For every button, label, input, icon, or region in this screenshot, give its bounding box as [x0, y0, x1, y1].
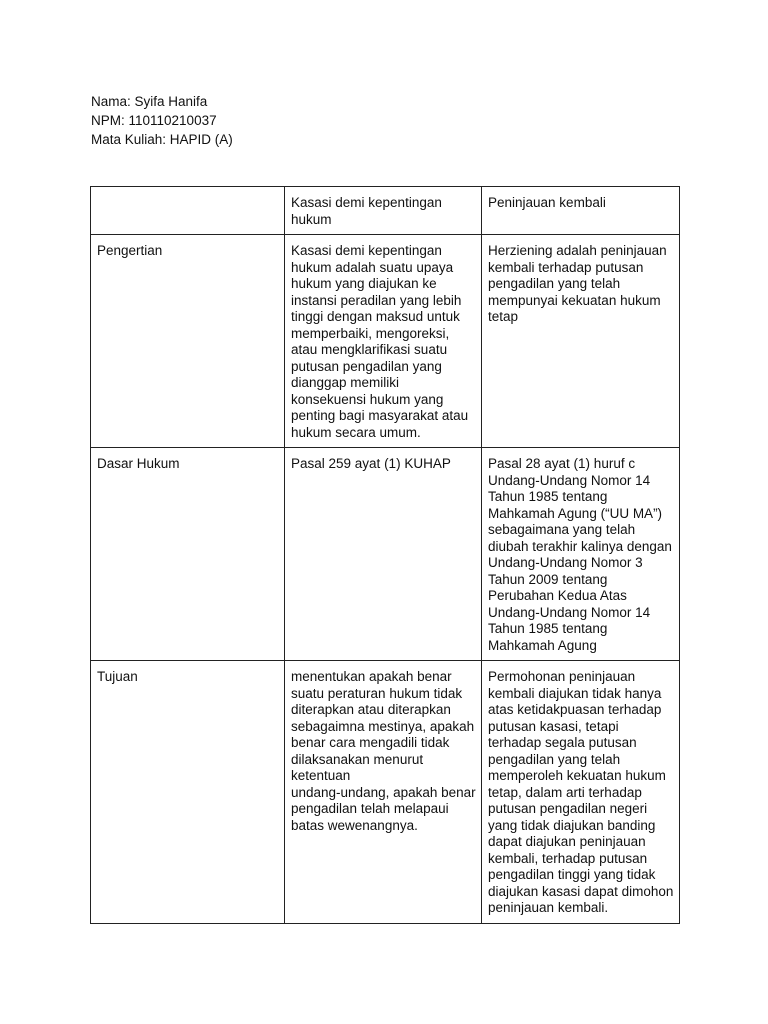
row-label-pengertian: Pengertian	[91, 235, 285, 448]
header-cell-kasasi: Kasasi demi kepentingan hukum	[285, 187, 482, 235]
header-cell-peninjauan: Peninjauan kembali	[482, 187, 680, 235]
comparison-table	[90, 186, 680, 924]
table-header-row	[91, 187, 680, 235]
student-info	[91, 92, 233, 149]
student-npm: NPM: 110110210037	[91, 113, 217, 128]
table-row	[91, 235, 680, 448]
student-name: Nama: Syifa Hanifa	[91, 94, 208, 109]
cell-pk-dasar-hukum: Pasal 28 ayat (1) huruf c Undang-Undang Nomor 14 Tahun 1985 tentang Mahkamah Agung (“UU MA”) sebagaimana yang telah diubah terakhir kalinya dengan Undang-Undang Nomor 3 Tahun 2009 tentang Perubahan Kedua Atas Undang-Undang Nomor 14 Tahun 1985 tentang Mahkamah Agung	[482, 448, 680, 661]
cell-pk-tujuan: Permohonan peninjauan kembali diajukan tidak hanya atas ketidakpuasan terhadap putusan kasasi, tetapi terhadap segala putusan pengadilan yang telah memperoleh kekuatan hukum tetap, dalam arti terhadap putusan pengadilan negeri yang tidak diajukan banding dapat diajukan peninjauan kembali, terhadap putusan pengadilan tinggi yang tidak diajukan kasasi dapat dimohon peninjauan kembali.	[482, 661, 680, 924]
cell-kasasi-dasar-hukum: Pasal 259 ayat (1) KUHAP	[285, 448, 482, 661]
course-name: Mata Kuliah: HAPID (A)	[91, 132, 233, 147]
row-label-dasar-hukum: Dasar Hukum	[91, 448, 285, 661]
table-row	[91, 448, 680, 661]
cell-kasasi-tujuan: menentukan apakah benar suatu peraturan hukum tidak diterapkan atau diterapkan sebagaimna mestinya, apakah benar cara mengadili tidak dilaksanakan menurut ketentuan undang-undang, apakah benar pengadilan telah melapaui batas wewenangnya.	[285, 661, 482, 924]
cell-pk-pengertian: Herziening adalah peninjauan kembali terhadap putusan pengadilan yang telah mempunyai kekuatan hukum tetap	[482, 235, 680, 448]
row-label-tujuan: Tujuan	[91, 661, 285, 924]
cell-kasasi-pengertian: Kasasi demi kepentingan hukum adalah suatu upaya hukum yang diajukan ke instansi peradilan yang lebih tinggi dengan maksud untuk memperbaiki, mengoreksi, atau mengklarifikasi suatu putusan pengadilan yang dianggap memiliki konsekuensi hukum yang penting bagi masyarakat atau hukum secara umum.	[285, 235, 482, 448]
header-cell-empty	[91, 187, 285, 235]
table-row	[91, 661, 680, 924]
